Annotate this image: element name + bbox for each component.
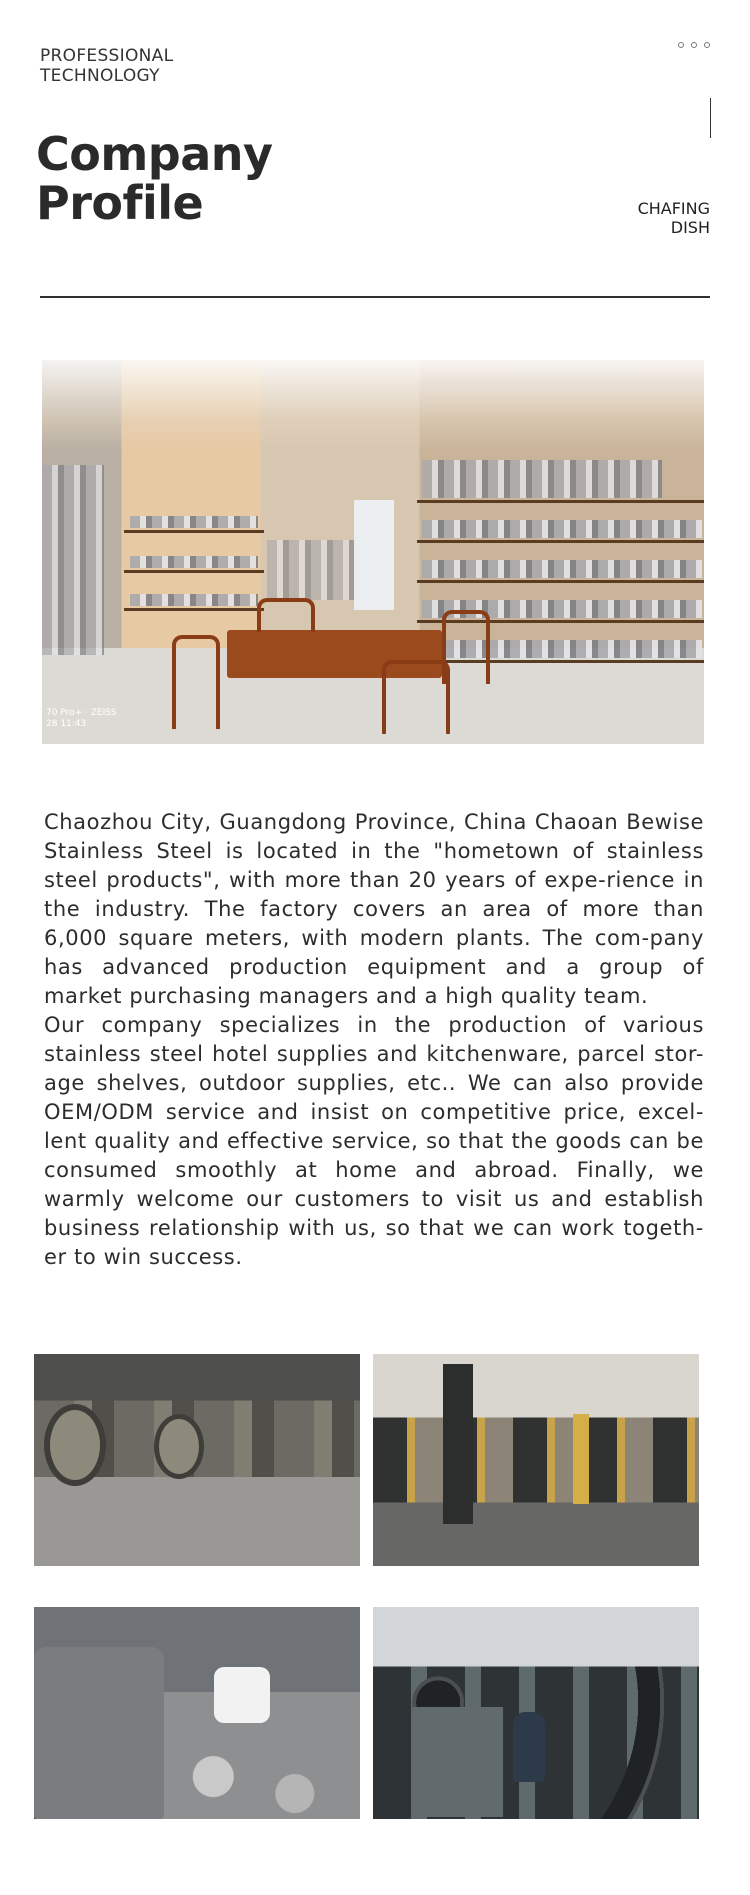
rack-items xyxy=(422,560,702,578)
shelf xyxy=(417,540,704,543)
camera-watermark xyxy=(46,708,117,730)
description-paragraph-2: Our company specializes in the production of various stainless steel hotel supplies and kitchenware, parcel stor-age shelves, outdoor supplies, etc.. We can also provide OEM/ODM service and insist on competitive price, excel-lent quality and effective service, so that the goods can be consumed smoothly at home and abroad. Finally, we warmly welcome our customers to visit us and establish business relationship with us, so that we can work togeth-er to win success. xyxy=(44,1013,704,1269)
page-title-line-2: Profile xyxy=(36,176,204,230)
factory-photo-hydraulic-presses xyxy=(373,1354,699,1566)
display-fridge xyxy=(354,500,394,610)
eyebrow-label xyxy=(40,46,173,86)
dot-icon xyxy=(691,42,697,48)
rack-items xyxy=(130,594,258,606)
shelf xyxy=(417,500,704,503)
chair xyxy=(382,660,450,734)
eyebrow-line-2: TECHNOLOGY xyxy=(40,66,160,86)
worker xyxy=(34,1647,164,1819)
left-rack xyxy=(42,465,104,655)
press-column xyxy=(443,1364,473,1524)
press-column xyxy=(573,1414,589,1504)
page-title xyxy=(36,127,273,230)
product-category-line-2: DISH xyxy=(670,218,710,237)
shelf xyxy=(124,570,264,573)
press-wheel xyxy=(154,1414,204,1479)
shelf xyxy=(417,580,704,583)
company-description xyxy=(44,808,704,1272)
chair xyxy=(257,598,315,632)
rack-items xyxy=(422,520,702,538)
watermark-line-1: 70 Pro+ · ZEISS xyxy=(46,708,117,718)
film-roll xyxy=(214,1667,270,1723)
product-category-label xyxy=(638,199,710,237)
shelf xyxy=(124,608,264,611)
header-divider xyxy=(40,296,710,298)
worker xyxy=(513,1712,545,1782)
page-title-line-1: Company xyxy=(36,127,273,181)
factory-photo-worker-pans xyxy=(34,1607,360,1819)
rack-items xyxy=(130,556,258,568)
factory-photo-punch-presses xyxy=(34,1354,360,1566)
vertical-divider xyxy=(710,98,711,138)
description-paragraph-1: Chaozhou City, Guangdong Province, China Chaoan Bewise Stainless Steel is located in the "hometown of stainless steel products", with more than 20 years of expe-rience in the industry. The factory covers an area of more than 6,000 square meters, with modern plants. The com-pany has advanced production equipment and a group of market purchasing managers and a high quality team. xyxy=(44,810,704,1008)
dot-icon xyxy=(678,42,684,48)
eyebrow-line-1: PROFESSIONAL xyxy=(40,46,174,66)
rack-items xyxy=(130,516,258,528)
dot-icon xyxy=(704,42,710,48)
machine-base xyxy=(413,1707,503,1817)
shelf xyxy=(124,530,264,533)
rack-items xyxy=(267,540,357,600)
product-category-line-1: CHAFING xyxy=(637,199,710,218)
press-wheel xyxy=(44,1404,106,1486)
chair xyxy=(172,635,220,729)
watermark-line-2: 28 11:43 xyxy=(46,719,87,729)
factory-photo-production-line xyxy=(373,1607,699,1819)
showroom-photo xyxy=(42,360,704,744)
rack-items xyxy=(422,460,662,498)
more-dots-icon xyxy=(678,42,710,48)
